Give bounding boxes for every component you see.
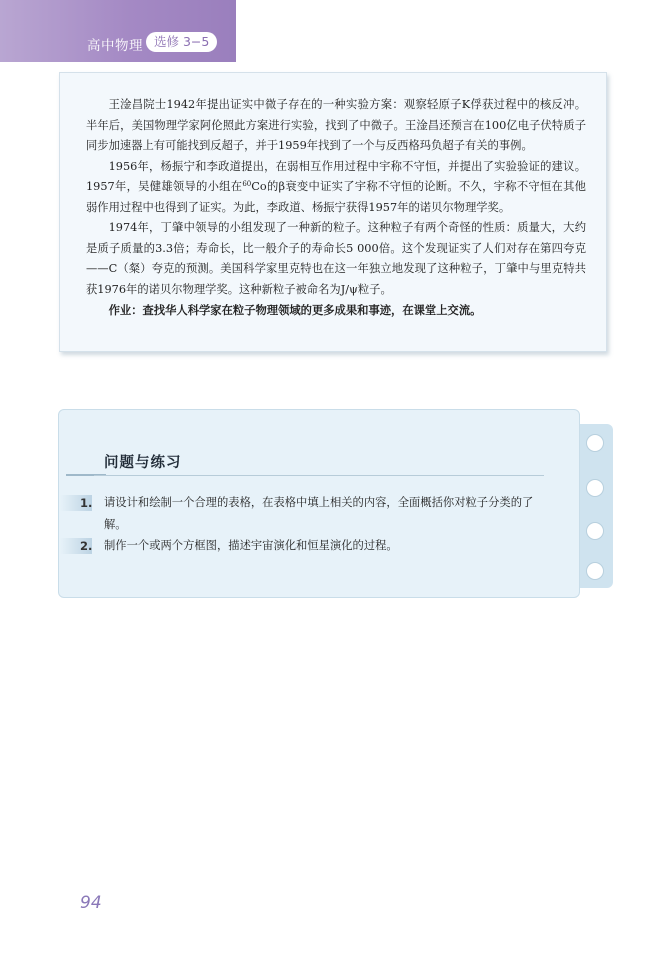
paragraph-3: 1974年，丁肇中领导的小组发现了一种新的粒子。这种粒子有两个奇怪的性质：质量大，大约是质子质量的3.3倍；寿命长，比一般介子的寿命长5 000倍。这个发现证实了人们对存在第四夸克——C（粲）夸克的预测。美国科学家里克特也在这一年独立地发现了这种粒子，丁肇中与里克特共获1976年的诺贝尔物理学奖。这种新粒子被命名为J/ψ粒子。 bbox=[86, 221, 586, 296]
volume-badge: 选修 3−5 bbox=[146, 32, 217, 52]
homework-label: 作业： bbox=[108, 304, 143, 317]
heading-rule bbox=[94, 475, 544, 476]
exercises-heading: 问题与练习 bbox=[104, 455, 182, 471]
reading-text bbox=[86, 95, 586, 322]
exercise-text: 请设计和绘制一个合理的表格，在表格中填上相关的内容，全面概括你对粒子分类的了解。 bbox=[104, 496, 534, 531]
isotope-symbol: Co bbox=[251, 180, 267, 193]
homework bbox=[86, 300, 586, 322]
binder-ring-icon bbox=[586, 562, 604, 580]
paragraph-2-end: 的β衰变中证实了宇称不守恒的论断。不久，宇称不守恒在其他弱作用过程中也得到了证实。为此，李政道、杨振宁获得1957年的诺贝尔物理学奖。 bbox=[86, 180, 586, 214]
exercise-number: 2. bbox=[80, 539, 93, 553]
binder-tab bbox=[577, 424, 613, 588]
isotope-mass-number: 60 bbox=[242, 180, 252, 188]
reading-box bbox=[59, 72, 607, 352]
paragraph-2 bbox=[86, 157, 586, 219]
binder-ring-icon bbox=[586, 479, 604, 497]
binder-ring-icon bbox=[586, 522, 604, 540]
paragraph-1: 王淦昌院士1942年提出证实中微子存在的一种实验方案：观察轻原子K俘获过程中的核反冲。半年后，美国物理学家阿伦照此方案进行实验，找到了中微子。王淦昌还预言在100亿电子伏特质子同步加速器上有可能找到反超子，并于1959年找到了一个与反西格玛负超子有关的事例。 bbox=[86, 98, 586, 152]
page-number: 94 bbox=[80, 893, 102, 913]
exercise-text: 制作一个或两个方框图，描述宇宙演化和恒星演化的过程。 bbox=[104, 539, 398, 552]
paragraph-2-start: 1956年，杨振宁和李政道提出，在弱相互作用过程中宇称不守恒，并提出了实验验证的建议。1957年，吴健雄领导的小组在 bbox=[86, 159, 586, 193]
binder-ring-icon bbox=[586, 434, 604, 452]
homework-text: 查找华人科学家在粒子物理领域的更多成果和事迹，在课堂上交流。 bbox=[142, 303, 482, 317]
exercise-number: 1. bbox=[80, 496, 93, 510]
book-title: 高中物理 bbox=[87, 38, 143, 54]
